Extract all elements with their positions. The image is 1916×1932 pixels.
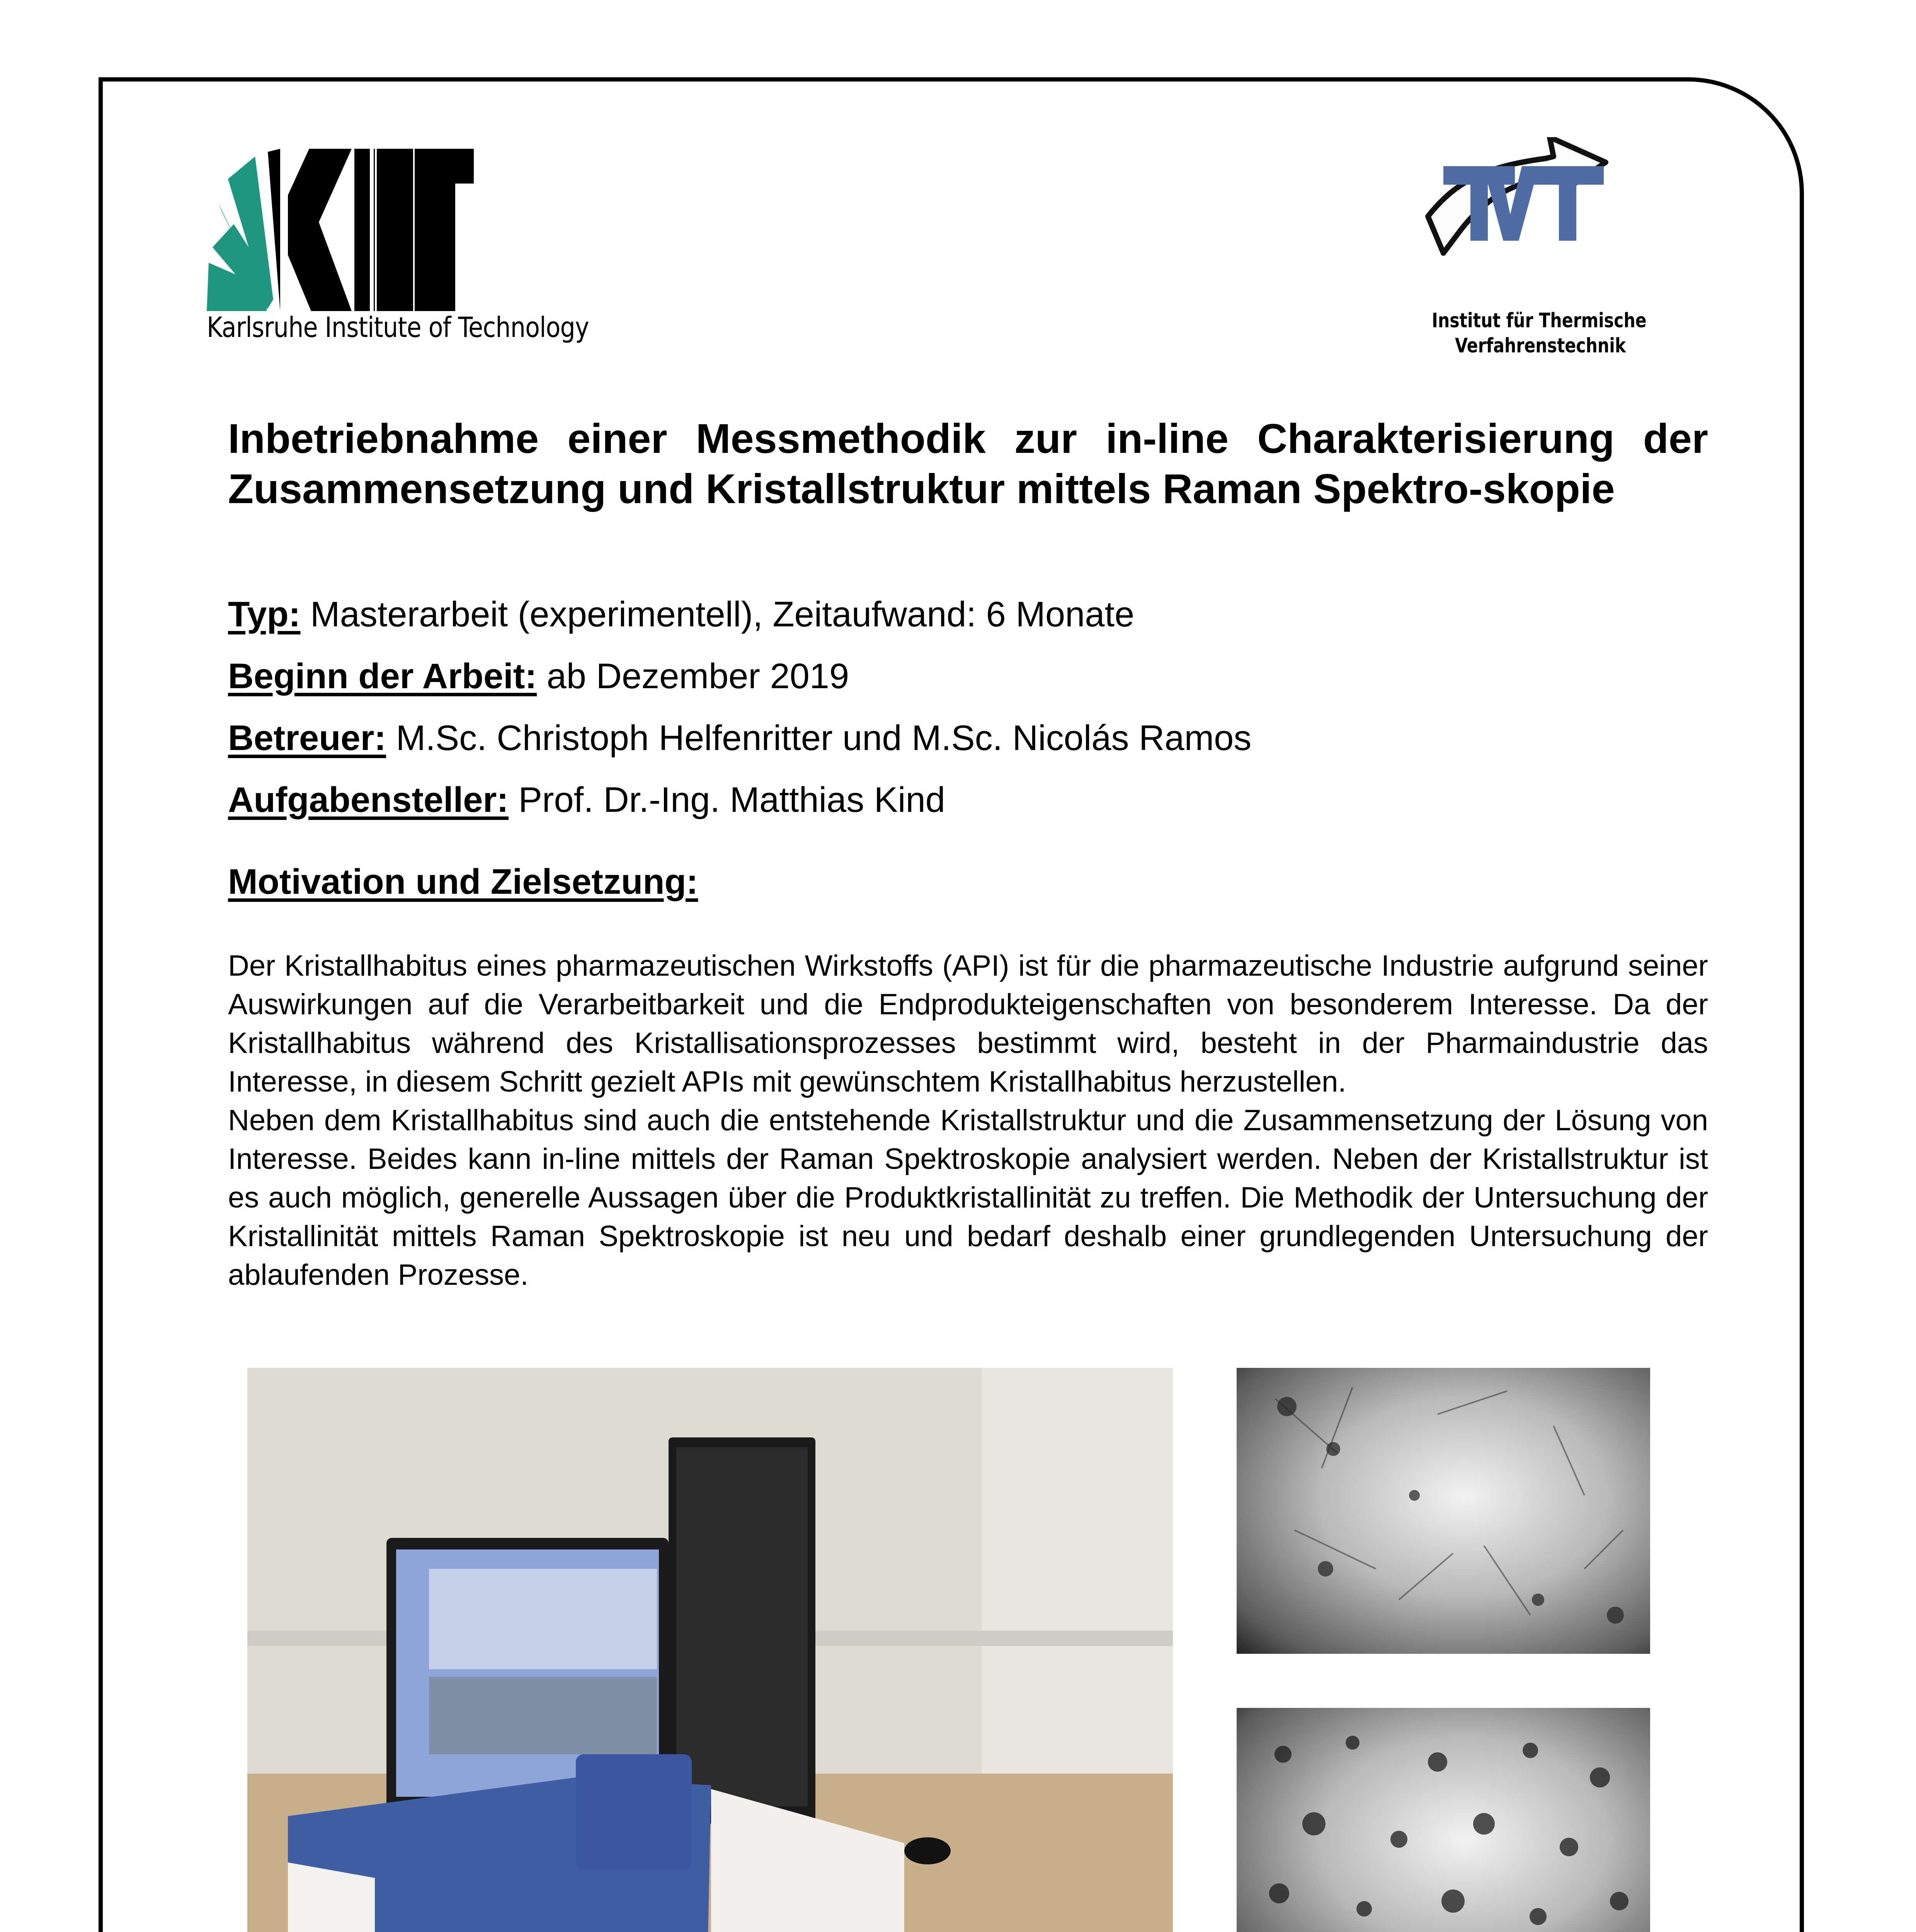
tvt-logo <box>1411 137 1720 369</box>
kit-emblem-icon <box>207 149 647 311</box>
meta-beginn <box>228 655 849 697</box>
meta-typ-value: Masterarbeit (experimentell), Zeitaufwand: 6 Monate <box>300 595 1135 634</box>
lab-scene-illustration <box>247 1368 1173 1932</box>
meta-betreuer-label: Betreuer: <box>228 718 386 758</box>
meta-beginn-label: Beginn der Arbeit: <box>228 656 537 696</box>
agglomerate-crystals-illustration <box>1237 1708 1650 1932</box>
tvt-arrow-icon <box>1411 137 1720 299</box>
micrograph-agglomerates <box>1237 1708 1650 1932</box>
crystalline-station-photo <box>247 1368 1173 1932</box>
meta-betreuer <box>228 717 1251 759</box>
tvt-name-line1: Institut für Thermische <box>1432 309 1647 332</box>
meta-beginn-value: ab Dezember 2019 <box>537 656 849 696</box>
motivation-heading: Motivation und Zielsetzung: <box>228 862 698 901</box>
kit-logo <box>207 149 647 350</box>
motivation-paragraph-2: Neben dem Kristallhabitus sind auch die entstehende Kristallstruktur und die Zusammensetzung der Lösung von Interesse. Beides kann in-line mittels der Raman Spektroskopie analysiert werden. Neben der Kristallstruktur ist es auch möglich, generelle Aussagen über die Produktkristallinität zu treffen. Die Methodik der Untersuchung der Kristallinität mittels Raman Spektroskopie ist neu und bedarf deshalb einer grundlegenden Untersuchung der ablaufenden Prozesse. <box>228 1104 1708 1291</box>
kit-subtitle: Karlsruhe Institute of Technology <box>207 311 589 344</box>
micrograph-needles <box>1237 1368 1650 1654</box>
needle-crystals-illustration <box>1237 1368 1650 1654</box>
meta-betreuer-value: M.Sc. Christoph Helfenritter und M.Sc. Nicolás Ramos <box>386 718 1252 758</box>
motivation-paragraph-1: Der Kristallhabitus eines pharmazeutischen Wirkstoffs (API) ist für die pharmazeutische Industrie aufgrund seiner Auswirkungen auf die Verarbeitbarkeit und die Endprodukteigenschaften von besonderem Interesse. Da der Kristallhabitus während des Kristallisationsprozesses bestimmt wird, besteht in der Pharmaindustrie das Interesse, in diesem Schritt gezielt APIs mit gewünschtem Kristallhabitus herzustellen. <box>228 949 1708 1098</box>
meta-aufgabensteller-value: Prof. Dr.-Ing. Matthias Kind <box>508 780 945 820</box>
meta-aufgabensteller-label: Aufgabensteller: <box>228 780 509 820</box>
tvt-name-line2: Verfahrenstechnik <box>1455 334 1626 357</box>
motivation-body <box>228 947 1708 1294</box>
meta-typ <box>228 593 1134 636</box>
meta-aufgabensteller <box>228 779 945 821</box>
page-title: Inbetriebnahme einer Messmethodik zur in-line Charakterisierung der Zusammensetzung und Kristallstruktur mittels Raman Spektro-skopie <box>228 415 1708 512</box>
meta-typ-label: Typ: <box>228 595 301 634</box>
